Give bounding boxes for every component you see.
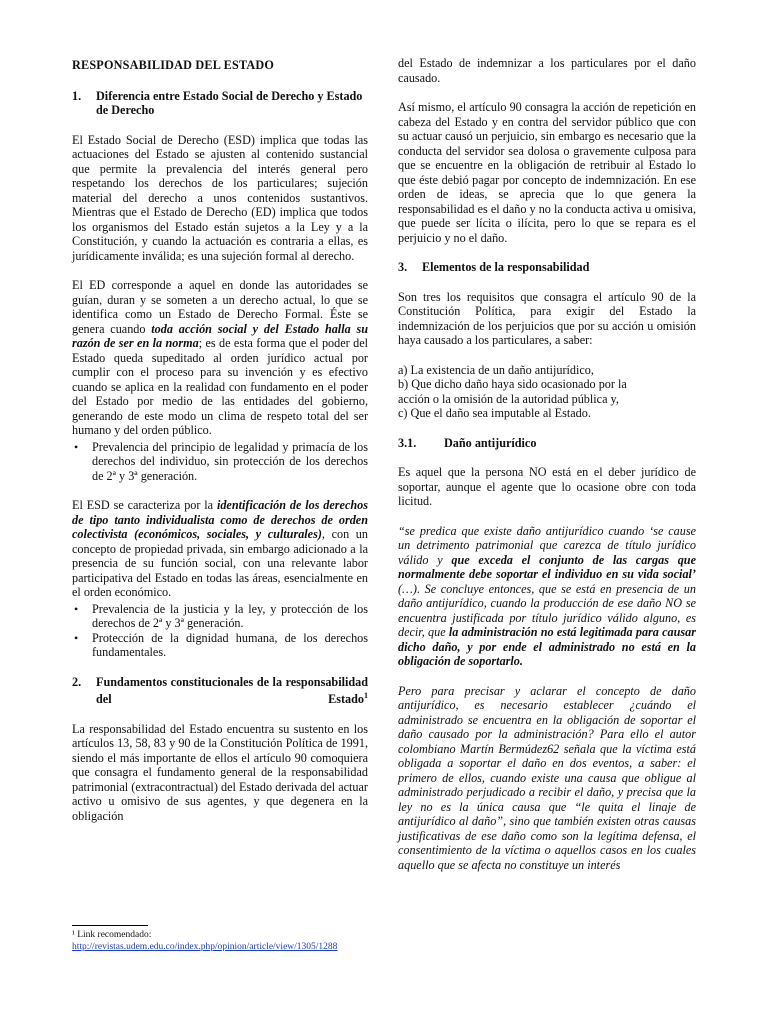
section-2-paragraph-2: Así mismo, el artículo 90 consagra la acción de repetición en cabeza del Estado y en contra del servidor público que con su actuar causó un perjuicio, sin embargo es necesario que la conducta del servidor sea dolosa o gravemente culposa para que se encuentre en la obligación de retribuir al Estado lo que éste debió pagar por concepto de indemnización. En ese orden de ideas, se aprecia que lo que genera la responsabilidad es el daño y no la conducta activa u omisiva, que puede ser lícita o ilícita, pero lo que se repara es el perjuicio y no el daño. xyxy=(398,100,696,245)
section-2-number: 2. xyxy=(72,674,82,689)
footnote-divider xyxy=(72,925,148,926)
footnote-label: ¹ Link recomendado: xyxy=(72,930,152,940)
section-3-number: 3. xyxy=(398,260,408,274)
emphasis-text: que exceda el conjunto de las cargas que normalmente debe soportar el individuo en su vida social’ xyxy=(398,552,696,581)
requirement-b-line-2: acción o la omisión de la autoridad pública y, xyxy=(398,391,619,406)
section-1-paragraph-2 xyxy=(72,278,368,438)
text-run: “se predica que existe daño antijurídico cuando ‘se cause un detrimento patrimonial que carezca de título jurídico válido y xyxy=(398,523,696,567)
section-1-heading xyxy=(72,89,368,118)
emphasis-text: la administración no está legitimada para causar dicho daño, y por ende el administrado no está en la obligación de soportarlo. xyxy=(398,625,696,668)
section-1-paragraph-1: El Estado Social de Derecho (ESD) implica que todas las actuaciones del Estado se ajusten al contenido sustancial que permite la prevalencia del interés general pero respetando los derechos de los particulares; sujeción material del derecho a unos contenidos sustantivos. Mientras que el Estado de Derecho (ED) implica que todos los organismos del Estado están sujetos a la Ley y a la Constitución, y cuando la actuación es contraria a ellas, es jurídicamente inválida; es una sujeción formal al derecho. xyxy=(72,132,368,263)
list-item-text: Prevalencia del principio de legalidad y primacía de los derechos del individuo, sin protección de los derechos de 2ª y 3ª generación. xyxy=(92,439,368,483)
quotation xyxy=(398,524,696,873)
section-3-title: Elementos de la responsabilidad xyxy=(422,260,590,274)
footnote-marker: 1 xyxy=(364,691,368,700)
section-1-paragraph-3 xyxy=(72,498,368,600)
quotation-paragraph xyxy=(398,524,696,669)
list-item xyxy=(74,630,368,660)
bullet-icon: • xyxy=(74,630,79,645)
text-run: (…). Se concluye entonces, que se está en presencia de un daño antijurídico, cuando la producción de ese daño NO se encuentra justificada por título jurídico válido alguno, es decir, que xyxy=(398,581,696,639)
section-3-1-heading xyxy=(398,436,696,451)
list-item xyxy=(74,601,368,631)
section-2-title-text: Fundamentos constitucionales de la responsabilidad del Estado xyxy=(96,674,368,707)
section-3-heading xyxy=(398,260,696,275)
text-run: El ESD se caracteriza por la xyxy=(72,498,217,512)
section-1-number: 1. xyxy=(72,88,82,103)
section-2-title xyxy=(96,675,368,707)
text-run: El ED corresponde a aquel en donde las autoridades se guían, duran y se someten a un derecho actual, lo que se identifica como un Estado de Derecho Formal. Éste se genera cuando xyxy=(72,278,368,336)
text-run: ; es de esta forma que el poder del Estado queda supeditado al orden jurídico actual por cumplir con el proceso para su invención y es efectivo cuando se aplica en la realidad con fundamento en el poder del Estado por medio de las entidades del gobierno, generando de este modo un clima de respeto total del ser humano y del orden público. xyxy=(72,336,368,437)
section-3-paragraph-1: Son tres los requisitos que consagra el artículo 90 de la Constitución Política, para exigir del Estado la indemnización de los perjuicios que por su acción u omisión haya causado a los particulares, a saber: xyxy=(398,289,696,347)
ed-bullet-list xyxy=(72,440,368,484)
footnote xyxy=(72,925,368,953)
bullet-icon: • xyxy=(74,601,79,616)
section-3-1-title: Daño antijurídico xyxy=(444,435,537,450)
list-item-text: Protección de la dignidad humana, de los derechos fundamentales. xyxy=(92,630,368,659)
left-column xyxy=(72,54,368,838)
text-run: , con un concepto de propiedad privada, sin embargo adicionado a la presencia de su función social, con una relevante labor participativa del Estado en todas las áreas, esencialmente en el orden económico. xyxy=(72,527,368,599)
section-2-paragraph-1: La responsabilidad del Estado encuentra su sustento en los artículos 13, 58, 83 y 90 de la Constitución Política de 1991, siendo el más importante de ellos el artículo 90 comoquiera que consagra el fundamento general de la responsabilidad patrimonial (extracontractual) del Estado derivada del actuar activo u omisivo de sus agentes, y que degenera en la obligación xyxy=(72,721,368,823)
requirements-list xyxy=(398,363,696,421)
emphasis-text: toda acción social y del Estado halla su razón de ser en la norma xyxy=(72,321,369,350)
document-title: RESPONSABILIDAD DEL ESTADO xyxy=(72,58,275,72)
footnote-link[interactable]: http://revistas.udem.edu.co/index.php/opinion/article/view/1305/1288 xyxy=(72,941,338,952)
section-2-heading xyxy=(72,675,368,707)
section-3-1-paragraph-2: Pero para precisar y aclarar el concepto de daño antijurídico, es necesario establecer ¿cuándo el administrado se encuentra en la obligación de soportar el daño causado por la administración? Para ello el autor colombiano Martín Bermúdez62 señala que la víctima está obligada a soportar el daño en dos eventos, a saber: el primero de ellos, cuando existe una causa que obligue al administrado perjudicado a recibir el daño, y precisa que la ley no es la única causa que “le quita el linaje de antijurídico al daño”, sino que también existen otras causas justificativas de ese daño como son la legítima defensa, el consentimiento de la víctima o aquellos casos en los cuales aquello que se afecta no constituye un interés xyxy=(398,683,696,872)
section-2-paragraph-1-continued: del Estado de indemnizar a los particulares por el daño causado. xyxy=(398,56,696,85)
bullet-icon: • xyxy=(74,439,79,454)
requirement-b-line-1: b) Que dicho daño haya sido ocasionado por la xyxy=(398,377,627,391)
section-1-title: Diferencia entre Estado Social de Derecho y Estado de Derecho xyxy=(96,88,363,117)
list-item-text: Prevalencia de la justicia y la ley, y protección de los derechos de 2ª y 3ª generación. xyxy=(92,601,368,630)
right-column xyxy=(398,56,696,887)
list-item xyxy=(74,439,368,484)
section-3-1-number: 3.1. xyxy=(398,435,417,450)
section-3-1-paragraph-1: Es aquel que la persona NO está en el deber jurídico de soportar, aunque el agente que lo ocasione obre con toda licitud. xyxy=(398,465,696,508)
requirement-c: c) Que el daño sea imputable al Estado. xyxy=(398,406,591,420)
emphasis-text: identificación de los derechos de tipo tanto individualista como de derechos de orden colectivista (económicos, sociales, y culturales) xyxy=(72,498,368,541)
requirement-a: a) La existencia de un daño antijurídico, xyxy=(398,362,594,377)
esd-bullet-list xyxy=(72,602,368,660)
